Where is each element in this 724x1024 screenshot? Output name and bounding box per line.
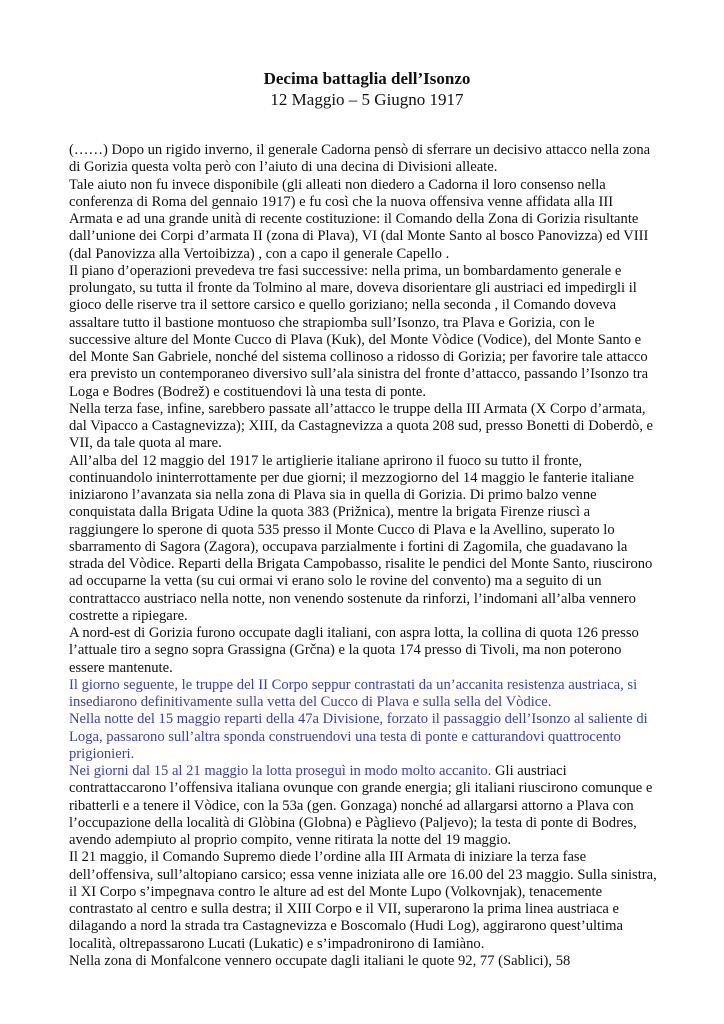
paragraph-monfalcone: Nella zona di Monfalcone vennero occupate dagli italiani le quote 92, 77 (Sablici), 58 [69, 952, 571, 969]
paragraph-terza-fase: Nella terza fase, infine, sarebbero passate all’attacco le truppe della III Armata (X Corpo d’armata, dal Vipacco a Castagnevizza); XIII, da Castagnevizza a quota 208 sud, presso Bonetti di Doberdò, e VII, da tale quota al mare. [69, 400, 654, 452]
document-subtitle: 12 Maggio – 5 Giugno 1917 [270, 90, 464, 109]
paragraph-alba: All’alba del 12 maggio del 1917 le artiglierie italiane aprirono il fuoco su tutto il fronte, continuandolo ininterrottamente per due giorni; il mezzogiorno del 14 maggio le fanterie italiane iniziarono l’avanzata sia nella zona di Plava sia in quella di Gorizia. Di primo balzo venne conquistata dalla Brigata Udine la quota 383 (Prižnica), mentre la brigata Firenze riuscì a raggiungere lo sperone di quota 535 presso il Monte Cucco di Plava e la Avellino, superato lo sbarramento di Sagora (Zagora), occupava parzialmente i fortini di Zagomila, che guadavano la strada del Vòdice. Reparti della Brigata Campobasso, risalite le pendici del Monte Santo, riuscirono ad occuparne la vetta (su cui ormai vi erano solo le rovine del convento) ma a seguito di un contrattacco austriaco nella notte, non venendo sostenute da rinforzi, l’indomani all’alba vennero costrette a ripiegare. [69, 452, 653, 624]
paragraph-notte-15-maggio: Nella notte del 15 maggio reparti della 47a Divisione, forzato il passaggio dell’Isonzo al saliente di Loga, passarono sull’altra sponda construendovi una testa di ponte e catturandovi quattrocento prigionieri. [69, 711, 648, 762]
paragraph-intro: (……) Dopo un rigido inverno, il generale Cadorna pensò di sferrare un decisivo attacco nella zona di Gorizia questa volta però con l’aiuto di una decina di Divisioni alleate. [69, 142, 651, 176]
title-block [0, 68, 724, 110]
paragraph-21-maggio: Il 21 maggio, il Comando Supremo diede l’ordine alla III Armata di iniziare la terza fase dell’offensiva, sull’altopiano carsico; essa venne iniziata alle ore 16.00 del 23 maggio. Sulla sinistra, il XI Corpo s’impegnava contro le alture ad est del Monte Lupo (Volkovnjak), tenacemente contrastato al centro e sulla destra; il XIII Corpo e il VII, superarono la prima linea austriaca e dilagando a nord la strada tra Castagnevizza e Boscomalo (Hudi Log), aggirarono quest’ultima località, oltrepassarono Lucati (Lukatic) e s’impadronirono di Iamiàno. [69, 849, 657, 952]
highlighted-sentence: Nei giorni dal 15 al 21 maggio la lotta proseguì in modo molto accanito. [69, 763, 492, 779]
document-title: Decima battaglia dell’Isonzo [263, 69, 471, 88]
paragraph-nord-est: A nord-est di Gorizia furono occupate dagli italiani, con aspra lotta, la collina di quota 126 presso l’attuale tiro a segno sopra Grassigna (Grčna) e la quota 174 presso di Tivoli, ma non poterono essere mantenute. [69, 625, 639, 676]
normal-sentence: Gli austriaci contrattaccarono l’offensiva italiana ovunque con grande energia; gli italiani riuscirono comunque e ribatterli e a tenere il Vòdice, con la 53a (gen. Gonzaga) nonché ad allargarsi attorno a Plava con l’occupazione della località di Glòbina (Globna) e Pàglievo (Paljevo); la testa di ponte di Bodres, avendo adempiuto al proprio compito, venne ritirata la notte del 19 maggio. [69, 763, 653, 848]
paragraph-giorno-seguente: Il giorno seguente, le truppe del II Corpo seppur contrastati da un’accanita resistenza austriaca, si insediarono definitivamente sulla vetta del Cucco di Plava e sulla sella del Vòdice. [69, 676, 638, 710]
paragraph-giorni-15-21 [69, 763, 659, 849]
document-body [69, 142, 659, 970]
paragraph-alleati: Tale aiuto non fu invece disponibile (gli alleati non diedero a Cadorna il loro consenso nella conferenza di Roma del gennaio 1917) e fu così che la nuova offensiva venne affidata alla III Armata e ad una grande unità di recente costituzione: il Comando della Zona di Gorizia risultante dall’unione dei Corpi d’armata II (zona di Plava), VI (dal Monte Santo al bosco Panovizza) ed VIII (dal Panovizza alla Vertoibizza) , con a capo il generale Capello . [69, 176, 649, 262]
paragraph-piano: Il piano d’operazioni prevedeva tre fasi successive: nella prima, un bombardamento generale e prolungato, su tutta il fronte da Tolmino al mare, doveva disorientare gli austriaci ed impedirgli il gioco delle riserve tra il settore carsico e quello goriziano; nella seconda , il Comando doveva assaltare tutto il bastione montuoso che strapiomba sull’Isonzo, tra Plava e Gorizia, con le successive alture del Monte Cucco di Plava (Kuk), del Monte Vòdice (Vodice), del Monte Santo e del Monte San Gabriele, nonché del sistema collinoso a ridosso di Gorizia; per favorire tale attacco era previsto un contemporaneo diversivo sull’ala sinistra del fronte d’attacco, passando l’Isonzo tra Loga e Bodres (Bodrež) e costituendovi là una testa di ponte. [69, 262, 649, 400]
